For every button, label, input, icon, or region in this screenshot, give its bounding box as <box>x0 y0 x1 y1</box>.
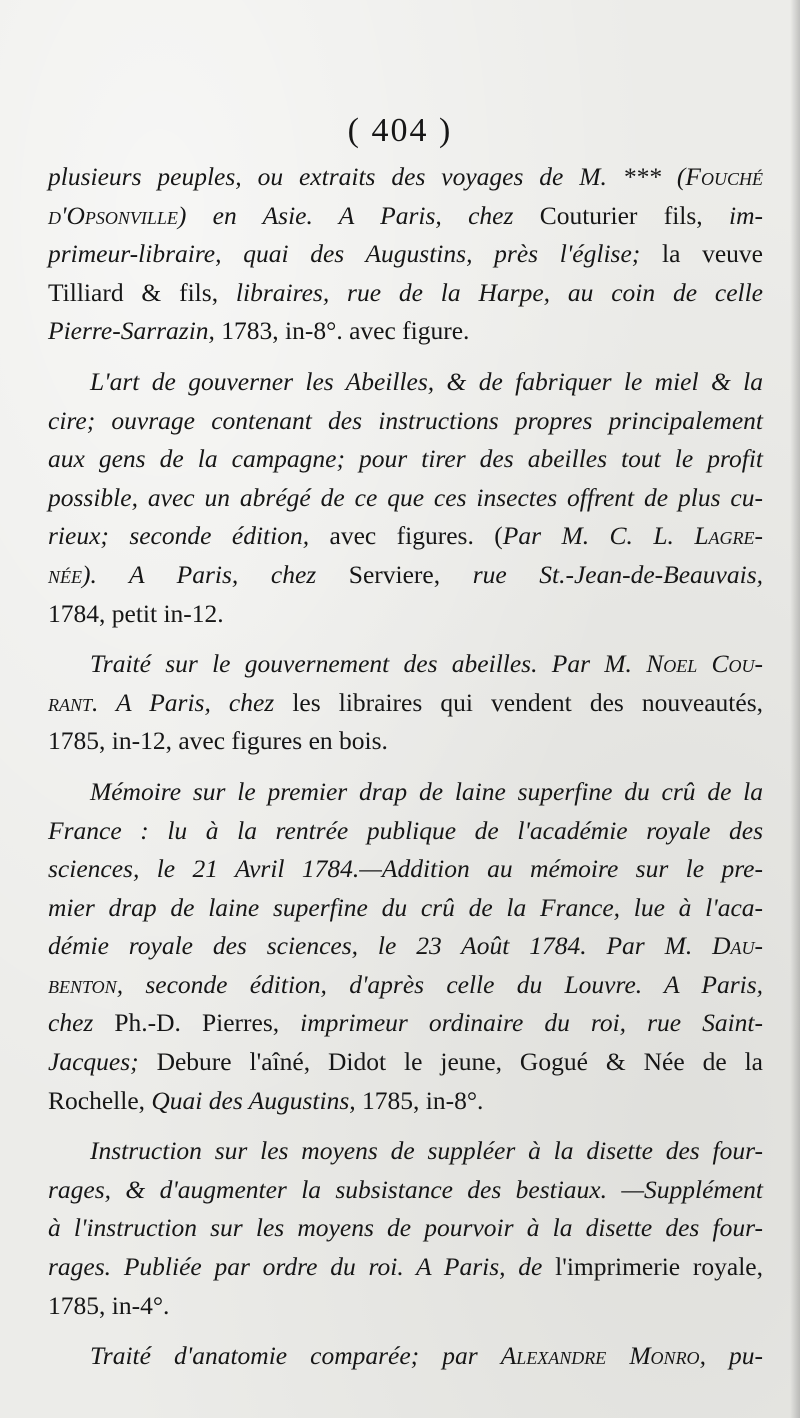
text-run: née <box>48 559 82 589</box>
text-line <box>48 440 763 479</box>
text-block <box>48 158 763 1376</box>
text-run: à l'instruction sur les moyens de pourvoir à la disette des four- <box>48 1213 763 1243</box>
bibliography-entry <box>48 158 763 351</box>
text-line <box>48 1082 763 1121</box>
text-run: démie royale des sciences, le 23 Août 1784. Par M. <box>48 931 713 961</box>
text-run: 1783, in-8°. avec figure. <box>221 316 470 346</box>
text-run: Traité sur le gouvernement des abeilles. Par M. <box>90 649 647 679</box>
text-run: Instruction sur les moyens de suppléer à la disette des four- <box>90 1136 763 1166</box>
text-run: Quai des Augustins, <box>151 1085 363 1115</box>
text-run: Lagre- <box>694 521 763 551</box>
text-run: , seconde édition, d'après celle du Louvre. A Paris, <box>116 969 763 999</box>
text-line <box>48 1132 763 1171</box>
text-line <box>48 197 763 236</box>
text-run: rages, & d'augmenter la subsistance des bestiaux. —Supplément <box>48 1174 763 1204</box>
text-run: plusieurs peuples, ou extraits des voyages de M. *** ( <box>48 162 686 191</box>
text-run: rieux; seconde édition, <box>48 521 330 551</box>
text-line <box>48 773 763 812</box>
text-run: possible, avec un abrégé de ce que ces insectes offrent de plus cu- <box>48 482 763 512</box>
text-run: l'imprimerie royale, <box>555 1252 763 1282</box>
text-line <box>48 1287 763 1326</box>
text-run: 1785, in-4°. <box>48 1290 170 1320</box>
text-run: rue St.-Jean-de-Beauvais, <box>472 559 763 589</box>
text-line <box>48 274 763 313</box>
text-run: L'art de gouverner les Abeilles, & de fabriquer le miel & la <box>90 366 763 396</box>
text-line <box>48 966 763 1005</box>
text-run: rant <box>48 687 93 717</box>
text-line <box>48 479 763 518</box>
text-run: benton <box>48 969 117 999</box>
text-run: 1785, in-12, avec figures en bois. <box>48 726 388 756</box>
text-run: 1784, petit in-12. <box>48 598 224 628</box>
text-run: Ph.-D. Pierres, <box>114 1008 301 1038</box>
text-run: sciences, le 21 Avril 1784.—Addition au mémoire sur le pre- <box>48 854 763 884</box>
text-run: ). A Paris, chez <box>82 559 349 589</box>
text-run: chez <box>48 1008 115 1038</box>
text-line <box>48 1004 763 1043</box>
bibliography-entry <box>48 645 763 761</box>
text-run: Dau- <box>712 931 763 961</box>
text-run: cire; ouvrage contenant des instructions propres principalement <box>48 405 763 435</box>
text-run: Traité d'anatomie comparée; par <box>90 1341 501 1371</box>
text-run: Tilliard & fils, <box>48 277 236 307</box>
bibliography-entry <box>48 773 763 1120</box>
text-run: Serviere, <box>348 559 473 589</box>
text-run: Couturier fils, <box>539 200 729 230</box>
text-line <box>48 235 763 274</box>
text-line <box>48 722 763 761</box>
text-run: les libraires qui vendent des nouveautés, <box>292 687 763 717</box>
text-line <box>48 889 763 928</box>
text-run: , pu- <box>699 1341 763 1371</box>
text-line <box>48 595 763 634</box>
text-line <box>48 1209 763 1248</box>
text-run: d'Opsonville <box>48 200 178 230</box>
text-run: primeur-libraire, quai des Augustins, près l'église; <box>48 239 662 269</box>
text-run: imprimeur ordinaire du roi, rue Saint- <box>300 1008 763 1038</box>
text-line <box>48 517 763 556</box>
text-line <box>48 927 763 966</box>
text-line <box>48 1248 763 1287</box>
text-run: Mémoire sur le premier drap de laine superfine du crû de la <box>90 776 763 806</box>
text-run: rages. Publiée par ordre du roi. A Paris, de <box>48 1252 556 1282</box>
text-line <box>48 684 763 723</box>
page-edge-shadow <box>790 0 800 1418</box>
text-run: ) en Asie. A Paris, chez <box>177 200 540 230</box>
text-run: Noel Cou- <box>646 649 763 679</box>
bibliography-entry <box>48 1132 763 1325</box>
text-run: Jacques; <box>48 1047 157 1077</box>
text-run: Rochelle, <box>48 1085 152 1115</box>
text-run: Alexandre Monro <box>500 1341 700 1371</box>
text-line <box>48 402 763 441</box>
text-run: Pierre-Sarrazin, <box>48 316 222 346</box>
text-run: aux gens de la campagne; pour tirer des abeilles tout le profit <box>48 444 763 474</box>
bibliography-entry <box>48 1337 763 1376</box>
text-run: avec figures. ( <box>329 521 503 551</box>
text-line <box>48 645 763 684</box>
text-run: 1785, in-8°. <box>362 1085 484 1115</box>
text-line <box>48 1171 763 1210</box>
text-line <box>48 850 763 889</box>
text-run: Par M. C. L. <box>502 521 695 551</box>
text-run: Fouché <box>685 162 763 191</box>
text-run: la veuve <box>662 239 763 269</box>
text-line <box>48 363 763 402</box>
text-line <box>48 312 763 351</box>
text-run: France : lu à la rentrée publique de l'académie royale des <box>48 815 763 845</box>
text-run: Debure l'aîné, Didot le jeune, Gogué & Née de la <box>156 1047 763 1077</box>
text-run: . A Paris, chez <box>92 687 293 717</box>
text-run: im- <box>729 200 763 230</box>
text-run: mier drap de laine superfine du crû de la France, lue à l'aca- <box>48 892 763 922</box>
text-line <box>48 158 763 197</box>
text-run: libraires, rue de la Harpe, au coin de celle <box>235 277 763 307</box>
bibliography-entry <box>48 363 763 633</box>
text-line <box>48 812 763 851</box>
page-number: ( 404 ) <box>347 112 453 149</box>
text-line <box>48 1043 763 1082</box>
text-line <box>48 556 763 595</box>
text-line <box>48 1337 763 1376</box>
